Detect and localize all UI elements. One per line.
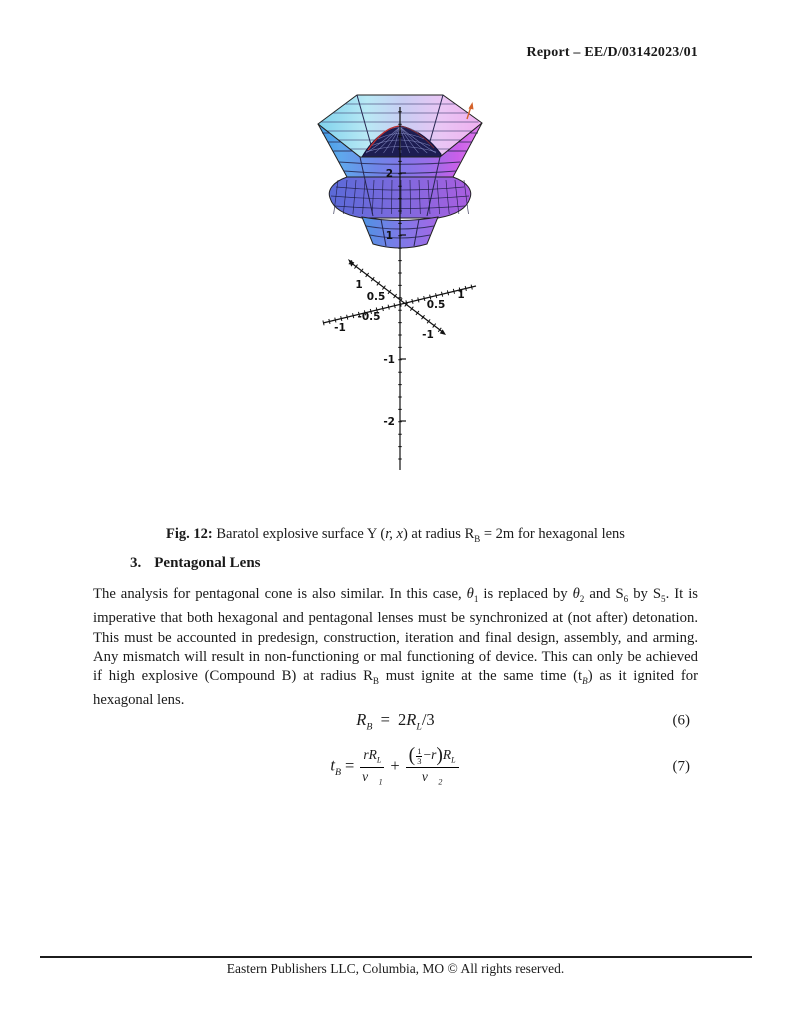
- equation-6-expression: $R_B = 2R_L/3$: [356, 709, 435, 733]
- shallow-tick-1: 1: [457, 289, 465, 301]
- steep-tick-05: 0.5: [366, 291, 386, 303]
- report-header: Report – EE/D/03142023/01: [526, 45, 698, 60]
- shallow-tick-neg05: -0.5: [357, 311, 381, 323]
- shallow-tick-neg1: -1: [334, 322, 346, 334]
- figure-caption: Fig. 12: Baratol explosive surface Y (r, x) at radius $R_B = 2m$ for hexagonal lens: [166, 526, 625, 544]
- steep-tick-1: 1: [355, 279, 363, 291]
- shallow-tick-05: 0.5: [426, 299, 446, 311]
- steep-tick-neg1: -1: [422, 329, 434, 341]
- section-title: Pentagonal Lens: [154, 555, 261, 571]
- equation-6: [93, 706, 698, 736]
- z-tick-neg2: -2: [383, 416, 395, 428]
- equation-6-number: (6): [672, 712, 690, 729]
- body-paragraph: The analysis for pentagonal cone is also similar. In this case, $\theta_1$ is replaced by $\theta_2$ and $S_6$ by $S_5$. It is imperative that both hexagonal and pentagonal lenses must be synchronized at (not after) detonation. This must be accounted in predesign, construction, iteration and final design, assembly, and arming. Any mismatch will result in non-functioning or mal functioning of device. This can only be achieved if high explosive (Compound B) at radius $R_B$ must ignite at the same time $(t_B)$ as it ignited for hexagonal lens.: [93, 586, 698, 709]
- equation-7-number: (7): [672, 758, 690, 775]
- equation-7-expression: $t_B$ = $\frac{rR_L}{v⃗_1}$ + ( $\frac{1}{3}$ $-r)R_L$ $v⃗_2$: [330, 746, 460, 787]
- section-number: 3.: [130, 555, 142, 571]
- z-tick-2: 2: [385, 168, 393, 180]
- hexagonal-lens-surface-plot: [290, 80, 530, 480]
- equation-7: [93, 742, 698, 792]
- figure-caption-label: Fig. 12:: [166, 526, 213, 542]
- footer-text: Eastern Publishers LLC, Columbia, MO © All rights reserved.: [226, 961, 565, 976]
- z-tick-1: 1: [385, 230, 393, 242]
- z-tick-neg1: -1: [383, 354, 395, 366]
- figure-3d-plot: [290, 80, 530, 480]
- section-heading: [130, 555, 261, 572]
- fraction-1: $\frac{rR_L}{v⃗_1}$: [362, 746, 383, 787]
- fraction-2: ( $\frac{1}{3}$ $-r)R_L$ $v⃗_2$: [406, 746, 459, 787]
- steep-axis-arrowhead-top: [348, 259, 354, 267]
- one-third-fraction: $\frac{1}{3}$: [417, 745, 422, 766]
- footer-rule: [40, 956, 752, 958]
